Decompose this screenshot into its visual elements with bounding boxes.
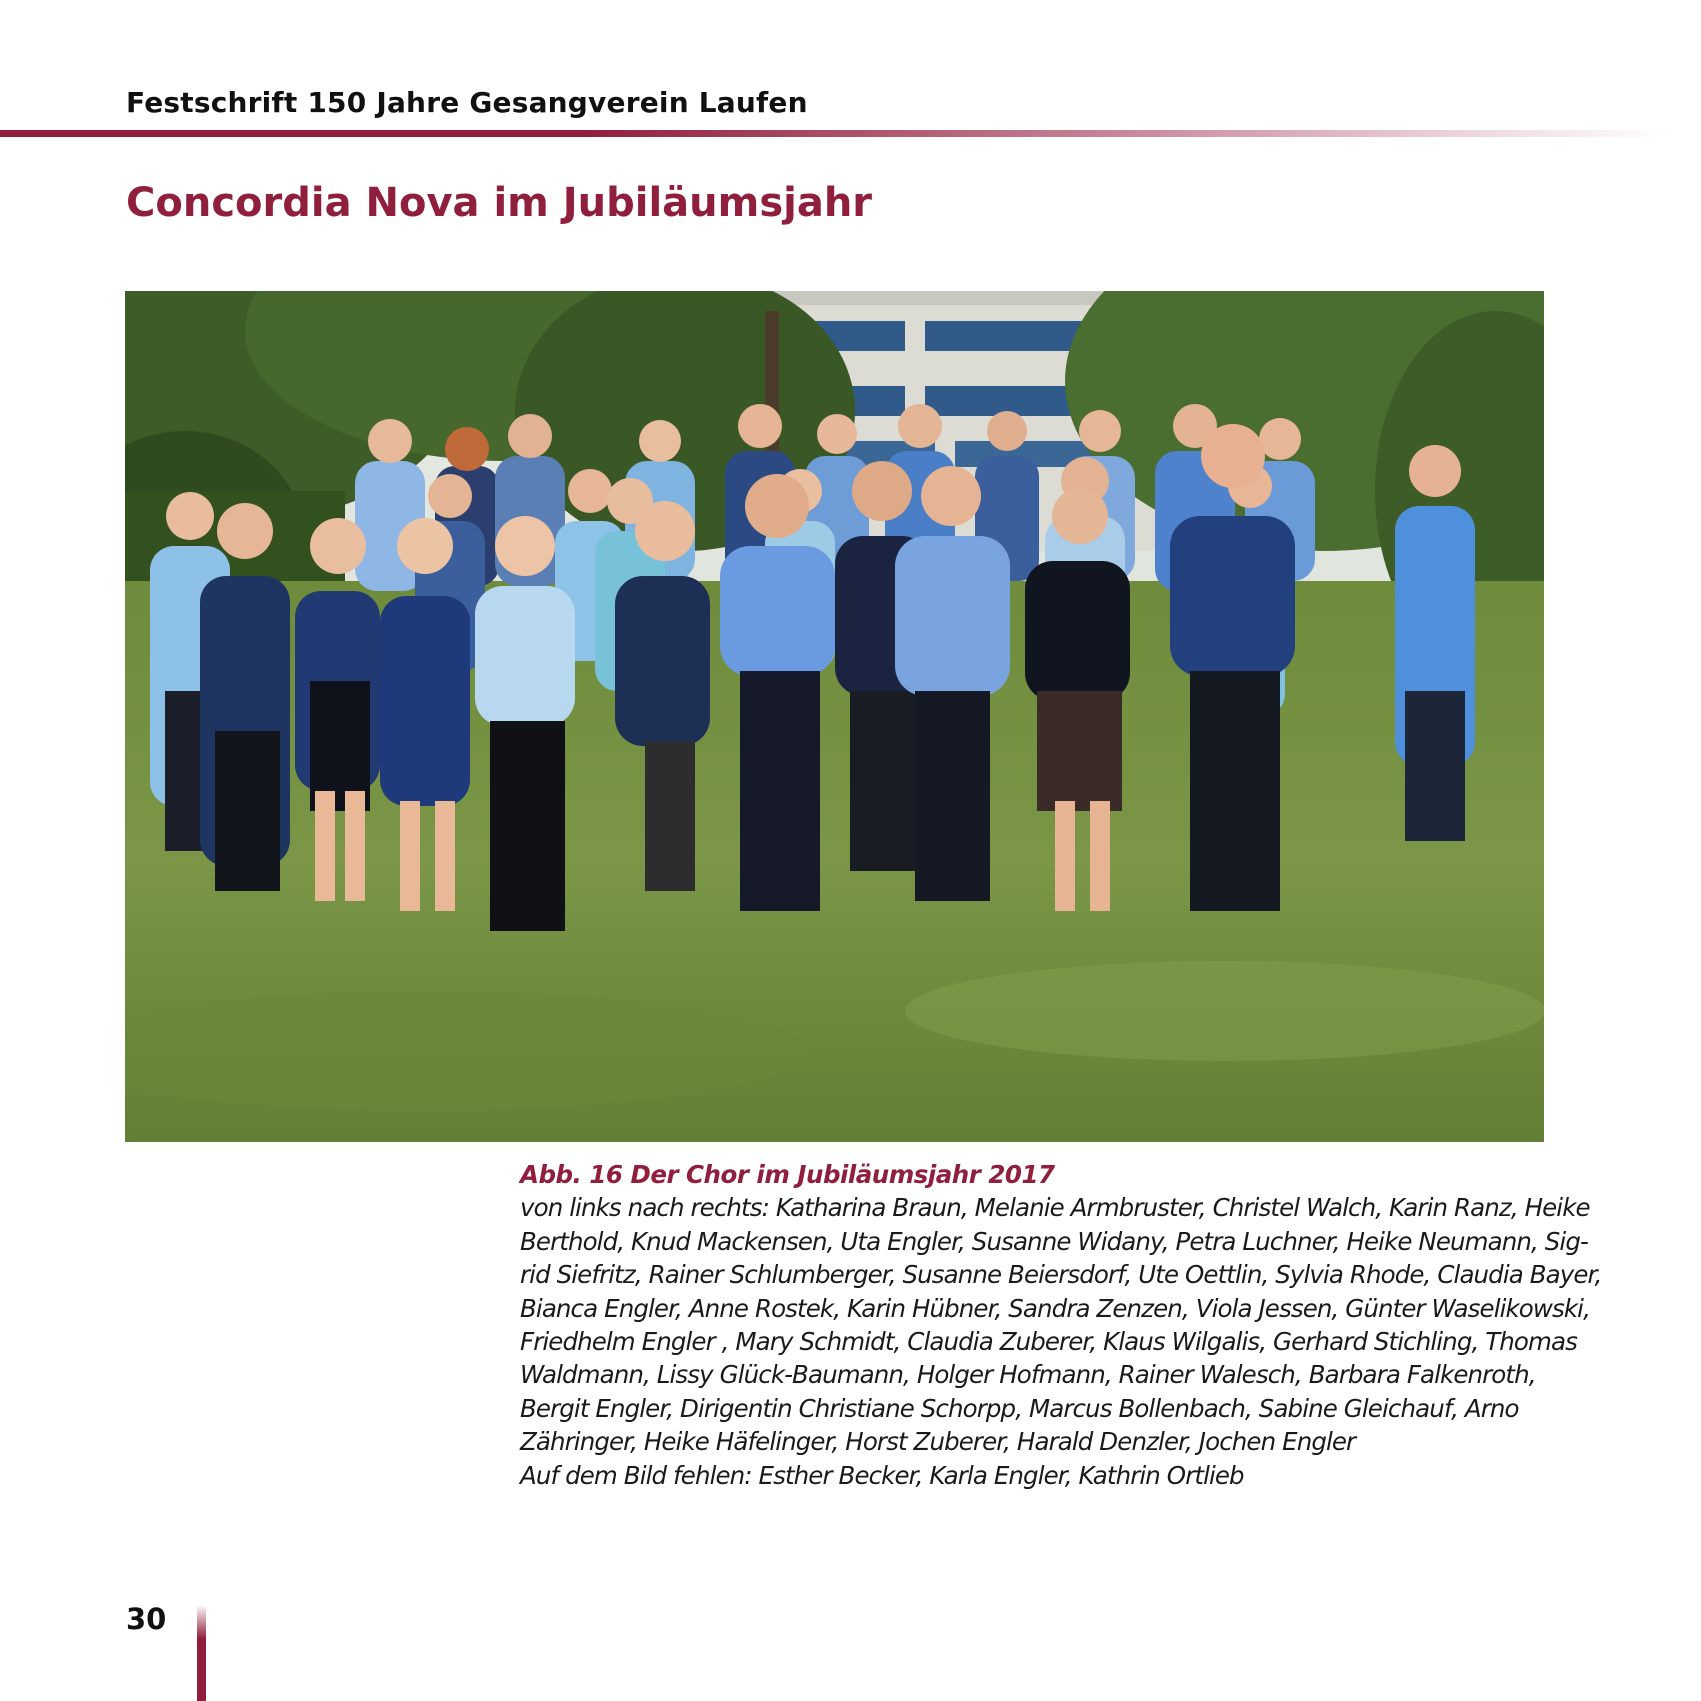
choir-group-photo — [125, 291, 1544, 1142]
footer-accent-bar — [197, 1605, 206, 1701]
figure-label: Abb. 16 Der Chor im Jubiläumsjahr 2017 — [520, 1160, 1055, 1189]
caption-line: Bergit Engler, Dirigentin Christiane Schorpp, Marcus Bollenbach, Sabine Gleichauf, Arno — [520, 1393, 1519, 1423]
caption-line: von links nach rechts: Katharina Braun, Melanie Armbruster, Christel Walch, Karin Ranz, Heike — [520, 1193, 1590, 1223]
figure-caption — [520, 1158, 1602, 1492]
caption-line: rid Siefritz, Rainer Schlumberger, Susanne Beiersdorf, Ute Oettlin, Sylvia Rhode, Claudia Bayer, — [520, 1260, 1602, 1290]
caption-line: Bianca Engler, Anne Rostek, Karin Hübner, Sandra Zenzen, Viola Jessen, Günter Waselikowski, — [520, 1293, 1590, 1323]
missing-members-note: Auf dem Bild fehlen: Esther Becker, Karla Engler, Kathrin Ortlieb — [520, 1460, 1244, 1490]
page-number: 30 — [126, 1602, 167, 1636]
running-header: Festschrift 150 Jahre Gesangverein Laufen — [126, 86, 808, 119]
caption-line: Berthold, Knud Mackensen, Uta Engler, Susanne Widany, Petra Luchner, Heike Neumann, Sig- — [520, 1226, 1588, 1256]
caption-line: Zähringer, Heike Häfelinger, Horst Zuberer, Harald Denzler, Jochen Engler — [520, 1427, 1356, 1457]
header-rule — [0, 130, 1670, 137]
caption-line: Waldmann, Lissy Glück-Baumann, Holger Hofmann, Rainer Walesch, Barbara Falkenroth, — [520, 1360, 1536, 1390]
page-title: Concordia Nova im Jubiläumsjahr — [126, 180, 873, 226]
caption-line: Friedhelm Engler , Mary Schmidt, Claudia Zuberer, Klaus Wilgalis, Gerhard Stichling, Thomas — [520, 1327, 1577, 1357]
